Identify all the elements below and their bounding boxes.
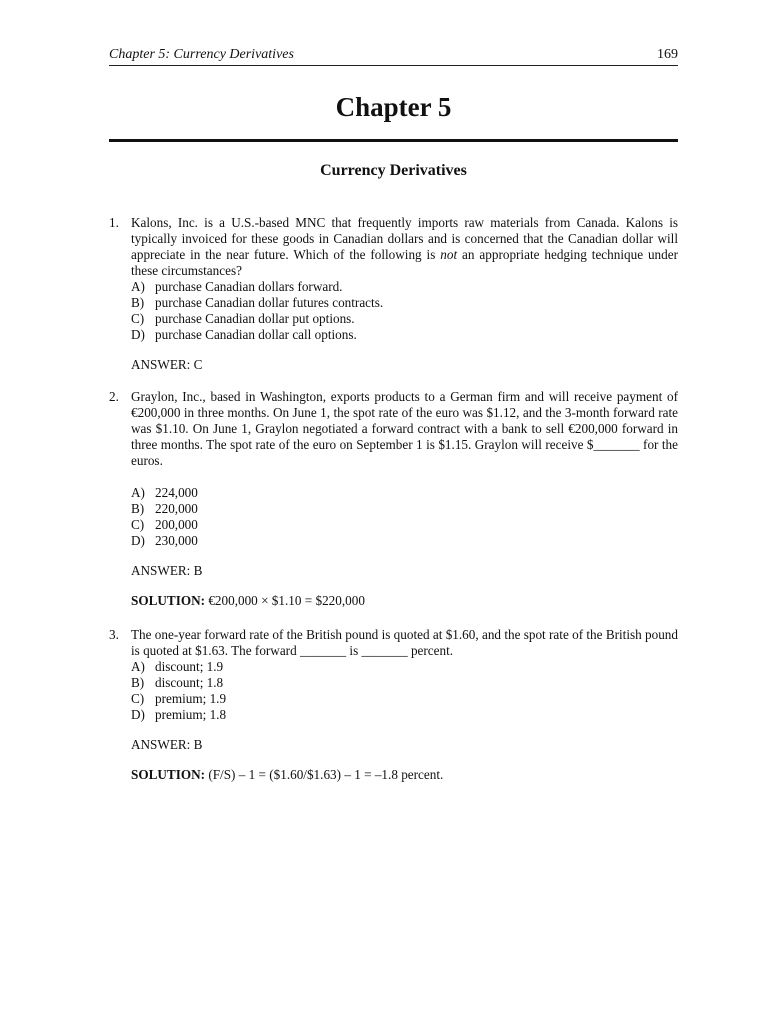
answer-line: ANSWER: B (131, 563, 203, 578)
question-text: Graylon, Inc., based in Washington, exports products to a German firm and will receive payment of €200,000 in three months. On June 1, the spot rate of the euro was $1.12, and the 3-month forward rate was $1.10. On June 1, Graylon negotiated a forward contract with a bank to sell €200,000 forward in three months. The spot rate of the euro on September 1 is $1.15. Graylon will receive $_______ for the euros. (131, 389, 678, 468)
question-number: 3. (109, 627, 119, 642)
spacer (109, 469, 678, 485)
option-letter: A) (131, 279, 145, 294)
question-text: The one-year forward rate of the British pound is quoted at $1.60, and the spot rate of the British pound is quoted at $1.63. The forward _______ is _______ percent. (131, 627, 678, 658)
option-letter: D) (131, 707, 145, 722)
option-letter: C) (131, 517, 145, 532)
option-text: 220,000 (155, 501, 198, 516)
answer-options (131, 659, 678, 723)
option-text: discount; 1.8 (155, 675, 224, 690)
question-text (131, 215, 678, 279)
answer-options (131, 279, 678, 343)
answer-options (131, 485, 678, 549)
option-letter: B) (131, 675, 145, 690)
option-letter: B) (131, 501, 145, 516)
option-text: discount; 1.9 (155, 659, 224, 674)
section-title: Currency Derivatives (320, 162, 467, 179)
solution-text: (F/S) – 1 = ($1.60/$1.63) – 1 = –1.8 percent. (205, 767, 444, 782)
option-a (131, 485, 678, 501)
chapter-rule (109, 139, 678, 142)
option-d (131, 707, 678, 723)
question-text-part: Kalons, Inc. is a U.S.-based MNC that frequently imports raw materials from Canada. Kalons is typically invoiced for these goods in Canadian dollars and is concerned that the Canadian dollar will appreciate in the near future. Which of the following is (131, 215, 678, 262)
option-c (131, 691, 678, 707)
running-header (109, 46, 678, 66)
solution-text: €200,000 × $1.10 = $220,000 (205, 593, 365, 608)
option-letter: C) (131, 311, 145, 326)
solution-label: SOLUTION: (131, 767, 206, 782)
option-a (131, 279, 678, 295)
option-d (131, 533, 678, 549)
option-text: purchase Canadian dollars forward. (155, 279, 343, 294)
solution-label: SOLUTION: (131, 593, 206, 608)
question-2 (109, 389, 678, 609)
question-text-part: an appropriate hedging technique under these circumstances? (131, 247, 678, 278)
question-number: 1. (109, 215, 119, 230)
option-text: 200,000 (155, 517, 198, 532)
question-3 (109, 627, 678, 783)
option-letter: A) (131, 485, 145, 500)
question-text-emphasis: not (440, 247, 458, 262)
solution-line (131, 593, 678, 609)
question-number: 2. (109, 389, 119, 404)
option-c (131, 311, 678, 327)
option-letter: D) (131, 533, 145, 548)
option-letter: D) (131, 327, 145, 342)
option-b (131, 295, 678, 311)
question-1 (109, 215, 678, 373)
solution-line (131, 767, 678, 783)
option-letter: C) (131, 691, 145, 706)
option-a (131, 659, 678, 675)
option-text: premium; 1.9 (155, 691, 227, 706)
option-text: 230,000 (155, 533, 198, 548)
option-b (131, 675, 678, 691)
option-letter: A) (131, 659, 145, 674)
chapter-title: Chapter 5 (335, 92, 452, 122)
option-text: purchase Canadian dollar put options. (155, 311, 355, 326)
option-b (131, 501, 678, 517)
answer-line: ANSWER: B (131, 737, 203, 752)
option-text: 224,000 (155, 485, 198, 500)
page-number: 169 (657, 47, 678, 62)
running-title: Chapter 5: Currency Derivatives (109, 47, 294, 62)
option-text: purchase Canadian dollar futures contracts. (155, 295, 384, 310)
option-text: purchase Canadian dollar call options. (155, 327, 357, 342)
answer-line: ANSWER: C (131, 357, 203, 372)
option-c (131, 517, 678, 533)
option-letter: B) (131, 295, 145, 310)
option-d (131, 327, 678, 343)
option-text: premium; 1.8 (155, 707, 227, 722)
